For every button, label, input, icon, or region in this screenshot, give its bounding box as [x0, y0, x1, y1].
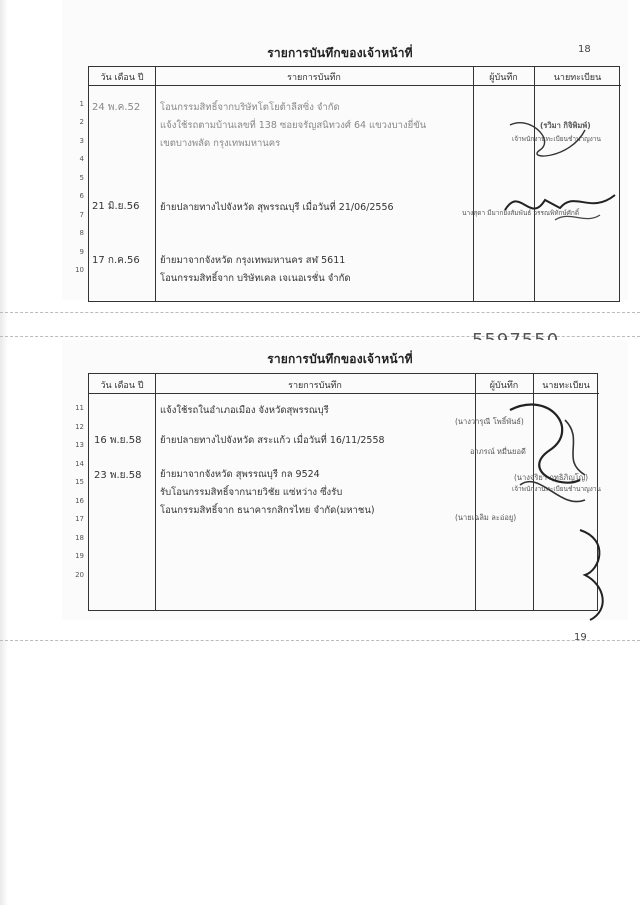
line-number: 6: [79, 192, 84, 200]
page-separator: [0, 640, 640, 641]
line-number: 5: [79, 174, 84, 182]
bottom-section-title: รายการบันทึกของเจ้าหน้าที่: [267, 352, 413, 366]
official-stamp: นางสุดา มีมากยิ่งสัมพันธ์ วรรณพิทักษ์ศักดิ์: [462, 209, 580, 217]
top-page-number: 18: [578, 44, 591, 55]
line-number: 20: [75, 571, 84, 579]
signature-mark: [490, 390, 600, 540]
header-registrar: นายทะเบียน: [542, 381, 590, 391]
line-number: 9: [79, 248, 84, 256]
entry-line: ย้ายมาจากจังหวัด สุพรรณบุรี กล 9524: [160, 469, 320, 480]
entry-line: ย้ายมาจากจังหวัด กรุงเทพมหานคร สฬ 5611: [160, 255, 346, 266]
official-stamp: (รวิมา กิจิพิมพ์): [540, 121, 591, 130]
bottom-page-number: 19: [574, 632, 587, 643]
page-separator: [0, 312, 640, 313]
entry-line: เขตบางพลัด กรุงเทพมหานคร: [160, 138, 281, 149]
entry-line: โอนกรรมสิทธิ์จาก ธนาคารกสิกรไทย จำกัด(มหาชน): [160, 505, 375, 516]
line-number: 15: [75, 478, 84, 486]
line-number: 11: [75, 404, 84, 412]
official-stamp: อาภรณ์ หมื่นยอดี: [470, 447, 526, 456]
header-registrar: นายทะเบียน: [553, 73, 602, 83]
entry-line: แจ้งใช้รถในอำเภอเมือง จังหวัดสุพรรณบุรี: [160, 405, 329, 416]
entry-line: แจ้งใช้รถตามบ้านเลขที่ 138 ซอยจรัญสนิทวงศ์ 64 แขวงบางยี่ขัน: [160, 120, 427, 131]
line-number: 12: [75, 423, 84, 431]
entry-date: 21 มิ.ย.56: [92, 201, 140, 212]
signature-mark: [500, 180, 620, 230]
line-number: 2: [79, 118, 84, 126]
official-stamp: เจ้าพนักงานทะเบียนชำนาญงาน: [512, 135, 601, 143]
line-number: 4: [79, 155, 84, 163]
entry-date: 24 พ.ค.52: [92, 102, 141, 113]
entry-date: 23 พ.ย.58: [94, 470, 142, 481]
line-number: 18: [75, 534, 84, 542]
header-record: รายการบันทึก: [287, 73, 341, 83]
scan-edge: [0, 0, 8, 905]
entry-date: 16 พ.ย.58: [94, 435, 142, 446]
entry-line: โอนกรรมสิทธิ์จากบริษัทโตโยต้าลีสซิ่ง จำกัด: [160, 102, 340, 113]
official-stamp: (นางจริยา ฤทธิภิญโญ): [514, 473, 589, 482]
line-number: 16: [75, 497, 84, 505]
official-stamp: เจ้าพนักงานทะเบียนชำนาญงาน: [512, 485, 601, 493]
header-date: วัน เดือน ปี: [100, 381, 144, 391]
header-record: รายการบันทึก: [288, 381, 342, 391]
line-number: 10: [75, 266, 84, 274]
line-number: 1: [79, 100, 84, 108]
header-recorder: ผู้บันทึก: [489, 381, 519, 391]
signature-mark: [500, 110, 590, 170]
line-number: 19: [75, 552, 84, 560]
top-section-title: รายการบันทึกของเจ้าหน้าที่: [267, 46, 413, 60]
entry-date: 17 ก.ค.56: [92, 255, 140, 266]
header-recorder: ผู้บันทึก: [489, 73, 518, 83]
line-number: 13: [75, 441, 84, 449]
entry-line: โอนกรรมสิทธิ์จาก บริษัทเคล เจเนอเรชั่น จำกัด: [160, 273, 351, 284]
entry-line: รับโอนกรรมสิทธิ์จากนายวิชัย แซ่หว่าง ซึ่งรับ: [160, 487, 343, 498]
line-number: 3: [79, 137, 84, 145]
line-number: 8: [79, 229, 84, 237]
official-stamp: (นางวารุณี โพธิ์พันธ์): [455, 417, 524, 426]
entry-line: ย้ายปลายทางไปจังหวัด สุพรรณบุรี เมื่อวันที่ 21/06/2556: [160, 202, 394, 213]
official-stamp: (นายเฉลิม ละอ่อยู): [455, 513, 517, 522]
line-number: 14: [75, 460, 84, 468]
entry-line: ย้ายปลายทางไปจังหวัด สระแก้ว เมื่อวันที่ 16/11/2558: [160, 435, 385, 446]
line-number: 17: [75, 515, 84, 523]
header-date: วัน เดือน ปี: [100, 73, 144, 83]
line-number: 7: [79, 211, 84, 219]
signature-mark: [570, 520, 620, 630]
